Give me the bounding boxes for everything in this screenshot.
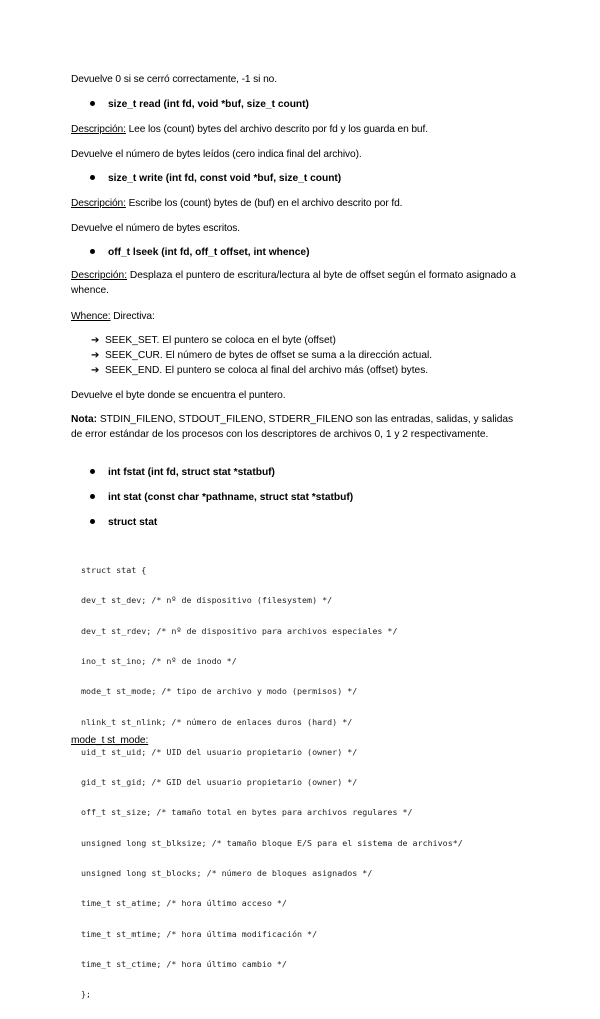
stat-signature-bullet: [90, 491, 353, 504]
lseek-description: [71, 268, 531, 298]
bullet-dot-icon: [90, 249, 95, 254]
write-signature: size_t write (int fd, const void *buf, size_t count): [108, 173, 342, 184]
code-line: uid_t st_uid; /* UID del usuario propietario (owner) */: [81, 746, 358, 757]
code-line: gid_t st_gid; /* GID del usuario propietario (owner) */: [81, 777, 358, 788]
code-line: nlink_t st_nlink; /* número de enlaces duros (hard) */: [81, 716, 353, 727]
code-line: mode_t st_mode; /* tipo de archivo y modo (permisos) */: [81, 686, 358, 697]
directive-item: [91, 364, 428, 377]
read-desc-label: Descripción:: [71, 124, 126, 135]
bullet-dot-icon: [90, 494, 95, 499]
code-line: unsigned long st_blocks; /* número de bloques asignados */: [81, 868, 373, 878]
read-desc-text: Lee los (count) bytes del archivo descrito por fd y los guarda en buf.: [125, 124, 428, 135]
directive-item: [91, 349, 432, 362]
note-text: STDIN_FILENO, STDOUT_FILENO, STDERR_FILENO son las entradas, salidas, y salidas de error estándar de los procesos con los descriptores de archivos 0, 1 y 2 respectivamente.: [71, 414, 514, 440]
arrow-right-icon: ➔: [91, 335, 100, 346]
code-line: time_t st_mtime; /* hora última modificación */: [81, 928, 318, 939]
struct-stat-code-block: [81, 545, 463, 1019]
mode-heading: mode_t st_mode:: [71, 735, 149, 746]
bullet-dot-icon: [90, 469, 95, 474]
read-signature: size_t read (int fd, void *buf, size_t count): [108, 99, 309, 110]
bullet-dot-icon: [90, 101, 95, 106]
lseek-desc-label: Descripción:: [71, 270, 128, 281]
write-returns: Devuelve el número de bytes escritos.: [71, 223, 241, 234]
arrow-right-icon: ➔: [91, 365, 100, 376]
lseek-returns: Devuelve el byte donde se encuentra el puntero.: [71, 390, 286, 401]
fstat-signature-bullet: [90, 466, 275, 479]
code-line: };: [81, 989, 92, 1000]
lseek-desc-text: Desplaza el puntero de escritura/lectura al byte de offset según el formato asignado a whence.: [71, 270, 516, 296]
fstat-signature: int fstat (int fd, struct stat *statbuf): [108, 467, 275, 478]
code-line: time_t st_ctime; /* hora último cambio */: [81, 958, 287, 969]
code-line: unsigned long st_blksize; /* tamaño bloque E/S para el sistema de archivos*/: [81, 837, 463, 848]
directive-item: [91, 334, 336, 347]
write-description: [71, 197, 402, 210]
code-line: time_t st_atime; /* hora último acceso */: [81, 898, 287, 909]
write-signature-bullet: [90, 172, 341, 185]
close-return-text: Devuelve 0 si se cerró correctamente, -1 si no.: [71, 74, 277, 85]
stat-signature: int stat (const char *pathname, struct stat *statbuf): [108, 492, 354, 503]
bullet-dot-icon: [90, 519, 95, 524]
code-line: off_t st_size; /* tamaño total en bytes para archivos regulares */: [81, 807, 413, 818]
whence-text: Directiva:: [110, 311, 155, 322]
read-description: [71, 123, 428, 136]
write-desc-label: Descripción:: [71, 198, 126, 209]
code-line: ino_t st_ino; /* nº de inodo */: [81, 656, 237, 667]
directive-seek-cur: SEEK_CUR. El número de bytes de offset se suma a la dirección actual.: [105, 350, 433, 361]
read-signature-bullet: [90, 98, 309, 111]
read-returns: Devuelve el número de bytes leídos (cero indica final del archivo).: [71, 149, 362, 160]
directive-seek-set: SEEK_SET. El puntero se coloca en el byte (offset): [105, 335, 336, 346]
code-line: dev_t st_rdev; /* nº de dispositivo para archivos especiales */: [81, 625, 398, 636]
note-paragraph: [71, 412, 526, 442]
bullet-dot-icon: [90, 175, 95, 180]
lseek-signature-bullet: [90, 246, 310, 259]
struct-stat-bullet: [90, 516, 157, 529]
arrow-right-icon: ➔: [91, 350, 100, 361]
whence-label: Whence:: [71, 311, 111, 322]
lseek-signature: off_t lseek (int fd, off_t offset, int whence): [108, 247, 310, 258]
note-label: Nota:: [71, 414, 98, 425]
whence-line: [71, 310, 155, 323]
code-line: struct stat {: [81, 565, 147, 576]
directive-seek-end: SEEK_END. El puntero se coloca al final del archivo más (offset) bytes.: [105, 365, 429, 376]
struct-stat-label: struct stat: [108, 517, 158, 528]
write-desc-text: Escribe los (count) bytes de (buf) en el archivo descrito por fd.: [125, 198, 403, 209]
code-line: dev_t st_dev; /* nº de dispositivo (filesystem) */: [81, 595, 333, 606]
